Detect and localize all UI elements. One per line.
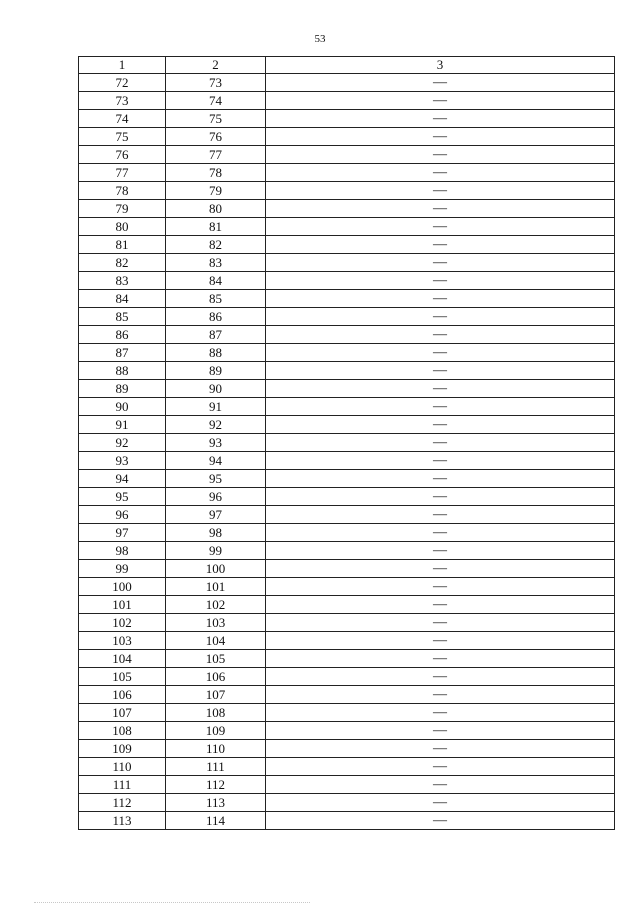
table-cell-col-1: 101	[79, 596, 166, 614]
column-header-3: 3	[266, 57, 615, 74]
table-cell-col-1: 83	[79, 272, 166, 290]
table-cell-col-2: 105	[166, 650, 266, 668]
table-cell-col-1: 92	[79, 434, 166, 452]
table-row	[79, 146, 615, 164]
table-row	[79, 362, 615, 380]
table-row	[79, 272, 615, 290]
table-cell-col-3: —	[266, 164, 615, 182]
table-row	[79, 560, 615, 578]
table-cell-col-3: —	[266, 758, 615, 776]
table-cell-col-2: 98	[166, 524, 266, 542]
table-cell-col-2: 88	[166, 344, 266, 362]
table-cell-col-3: —	[266, 290, 615, 308]
table-cell-col-1: 112	[79, 794, 166, 812]
table-cell-col-2: 75	[166, 110, 266, 128]
table-cell-col-2: 111	[166, 758, 266, 776]
table-cell-col-2: 87	[166, 326, 266, 344]
table-cell-col-2: 78	[166, 164, 266, 182]
table-cell-col-3: —	[266, 398, 615, 416]
table-cell-col-3: —	[266, 74, 615, 92]
table-row	[79, 128, 615, 146]
table-cell-col-3: —	[266, 272, 615, 290]
table-cell-col-1: 95	[79, 488, 166, 506]
table-cell-col-1: 81	[79, 236, 166, 254]
table-cell-col-1: 80	[79, 218, 166, 236]
table-cell-col-2: 99	[166, 542, 266, 560]
table-cell-col-2: 102	[166, 596, 266, 614]
table-row	[79, 614, 615, 632]
table-cell-col-1: 86	[79, 326, 166, 344]
table-row	[79, 164, 615, 182]
table-row	[79, 740, 615, 758]
table-cell-col-1: 98	[79, 542, 166, 560]
table-cell-col-1: 97	[79, 524, 166, 542]
table-cell-col-2: 77	[166, 146, 266, 164]
table-cell-col-3: —	[266, 236, 615, 254]
table-cell-col-1: 104	[79, 650, 166, 668]
table-cell-col-3: —	[266, 542, 615, 560]
table-cell-col-1: 94	[79, 470, 166, 488]
table-row	[79, 488, 615, 506]
table-row	[79, 92, 615, 110]
table-cell-col-3: —	[266, 254, 615, 272]
table-row	[79, 578, 615, 596]
table-cell-col-3: —	[266, 326, 615, 344]
table-cell-col-2: 101	[166, 578, 266, 596]
table-cell-col-3: —	[266, 308, 615, 326]
table-cell-col-2: 73	[166, 74, 266, 92]
table-cell-col-2: 90	[166, 380, 266, 398]
table-row	[79, 200, 615, 218]
table-row	[79, 470, 615, 488]
table-row	[79, 722, 615, 740]
table-cell-col-1: 73	[79, 92, 166, 110]
table-row	[79, 524, 615, 542]
table-cell-col-3: —	[266, 596, 615, 614]
table-cell-col-1: 85	[79, 308, 166, 326]
table-row	[79, 452, 615, 470]
table-header	[79, 57, 615, 74]
table-cell-col-1: 72	[79, 74, 166, 92]
table-cell-col-2: 82	[166, 236, 266, 254]
table-cell-col-3: —	[266, 506, 615, 524]
table-cell-col-3: —	[266, 650, 615, 668]
table-row	[79, 74, 615, 92]
data-table	[78, 56, 615, 830]
table-cell-col-1: 109	[79, 740, 166, 758]
table-row	[79, 434, 615, 452]
table-cell-col-3: —	[266, 668, 615, 686]
table-cell-col-3: —	[266, 92, 615, 110]
table-cell-col-3: —	[266, 632, 615, 650]
table-cell-col-3: —	[266, 434, 615, 452]
table-cell-col-3: —	[266, 110, 615, 128]
table-cell-col-1: 106	[79, 686, 166, 704]
table-cell-col-2: 107	[166, 686, 266, 704]
table-row	[79, 758, 615, 776]
table-cell-col-2: 76	[166, 128, 266, 146]
table-cell-col-3: —	[266, 578, 615, 596]
table-cell-col-3: —	[266, 470, 615, 488]
table-cell-col-3: —	[266, 740, 615, 758]
table-cell-col-1: 99	[79, 560, 166, 578]
table-cell-col-3: —	[266, 200, 615, 218]
table-cell-col-2: 108	[166, 704, 266, 722]
table-cell-col-1: 79	[79, 200, 166, 218]
table-row	[79, 794, 615, 812]
table-cell-col-3: —	[266, 776, 615, 794]
table-cell-col-1: 91	[79, 416, 166, 434]
table-row	[79, 650, 615, 668]
table-row	[79, 596, 615, 614]
table-row	[79, 416, 615, 434]
column-header-2: 2	[166, 57, 266, 74]
table-cell-col-1: 111	[79, 776, 166, 794]
table-row	[79, 344, 615, 362]
table-cell-col-2: 95	[166, 470, 266, 488]
table-row	[79, 398, 615, 416]
table-cell-col-2: 97	[166, 506, 266, 524]
table-cell-col-2: 89	[166, 362, 266, 380]
table-cell-col-3: —	[266, 614, 615, 632]
table-cell-col-1: 87	[79, 344, 166, 362]
table-cell-col-2: 80	[166, 200, 266, 218]
table-cell-col-1: 84	[79, 290, 166, 308]
table-cell-col-1: 110	[79, 758, 166, 776]
table-cell-col-2: 112	[166, 776, 266, 794]
table-cell-col-2: 81	[166, 218, 266, 236]
table-cell-col-1: 89	[79, 380, 166, 398]
table-row	[79, 506, 615, 524]
table-cell-col-1: 77	[79, 164, 166, 182]
table-row	[79, 290, 615, 308]
table-row	[79, 380, 615, 398]
table-cell-col-3: —	[266, 686, 615, 704]
table-cell-col-2: 91	[166, 398, 266, 416]
table-cell-col-1: 100	[79, 578, 166, 596]
table-cell-col-1: 108	[79, 722, 166, 740]
table-cell-col-3: —	[266, 146, 615, 164]
table-cell-col-3: —	[266, 560, 615, 578]
table-cell-col-2: 100	[166, 560, 266, 578]
column-header-1: 1	[79, 57, 166, 74]
table-cell-col-1: 96	[79, 506, 166, 524]
table-cell-col-2: 86	[166, 308, 266, 326]
table-row	[79, 308, 615, 326]
table-row	[79, 812, 615, 830]
table-row	[79, 686, 615, 704]
table-cell-col-1: 90	[79, 398, 166, 416]
table-cell-col-3: —	[266, 722, 615, 740]
table-body	[79, 74, 615, 830]
table-cell-col-3: —	[266, 812, 615, 830]
table-cell-col-1: 82	[79, 254, 166, 272]
table-row	[79, 254, 615, 272]
table-cell-col-2: 83	[166, 254, 266, 272]
table-cell-col-2: 84	[166, 272, 266, 290]
table-row	[79, 182, 615, 200]
table-cell-col-3: —	[266, 218, 615, 236]
table-cell-col-2: 114	[166, 812, 266, 830]
table-cell-col-2: 79	[166, 182, 266, 200]
table-cell-col-3: —	[266, 452, 615, 470]
table-cell-col-1: 103	[79, 632, 166, 650]
table-cell-col-2: 85	[166, 290, 266, 308]
table-cell-col-2: 94	[166, 452, 266, 470]
table-cell-col-2: 104	[166, 632, 266, 650]
table-cell-col-2: 113	[166, 794, 266, 812]
table-cell-col-1: 74	[79, 110, 166, 128]
table-cell-col-2: 96	[166, 488, 266, 506]
table-cell-col-2: 103	[166, 614, 266, 632]
table-row	[79, 776, 615, 794]
table-cell-col-1: 102	[79, 614, 166, 632]
table-row	[79, 236, 615, 254]
table-row	[79, 704, 615, 722]
table-cell-col-2: 110	[166, 740, 266, 758]
table-cell-col-1: 105	[79, 668, 166, 686]
header-row	[79, 57, 615, 74]
table-cell-col-3: —	[266, 794, 615, 812]
table-cell-col-3: —	[266, 380, 615, 398]
table-row	[79, 632, 615, 650]
table-cell-col-3: —	[266, 704, 615, 722]
table-cell-col-3: —	[266, 416, 615, 434]
table-row	[79, 542, 615, 560]
table-row	[79, 326, 615, 344]
table-cell-col-1: 113	[79, 812, 166, 830]
table-cell-col-2: 93	[166, 434, 266, 452]
table-row	[79, 110, 615, 128]
table-cell-col-2: 92	[166, 416, 266, 434]
table-row	[79, 218, 615, 236]
table-cell-col-2: 106	[166, 668, 266, 686]
table-cell-col-3: —	[266, 182, 615, 200]
table-row	[79, 668, 615, 686]
table-cell-col-2: 74	[166, 92, 266, 110]
table-cell-col-3: —	[266, 344, 615, 362]
table-cell-col-3: —	[266, 128, 615, 146]
table-cell-col-1: 107	[79, 704, 166, 722]
table-cell-col-1: 78	[79, 182, 166, 200]
table-cell-col-1: 75	[79, 128, 166, 146]
table-cell-col-2: 109	[166, 722, 266, 740]
table-cell-col-3: —	[266, 524, 615, 542]
table-cell-col-3: —	[266, 488, 615, 506]
table-cell-col-1: 76	[79, 146, 166, 164]
page-number: 53	[314, 33, 326, 45]
table-cell-col-1: 88	[79, 362, 166, 380]
table-cell-col-3: —	[266, 362, 615, 380]
table-cell-col-1: 93	[79, 452, 166, 470]
